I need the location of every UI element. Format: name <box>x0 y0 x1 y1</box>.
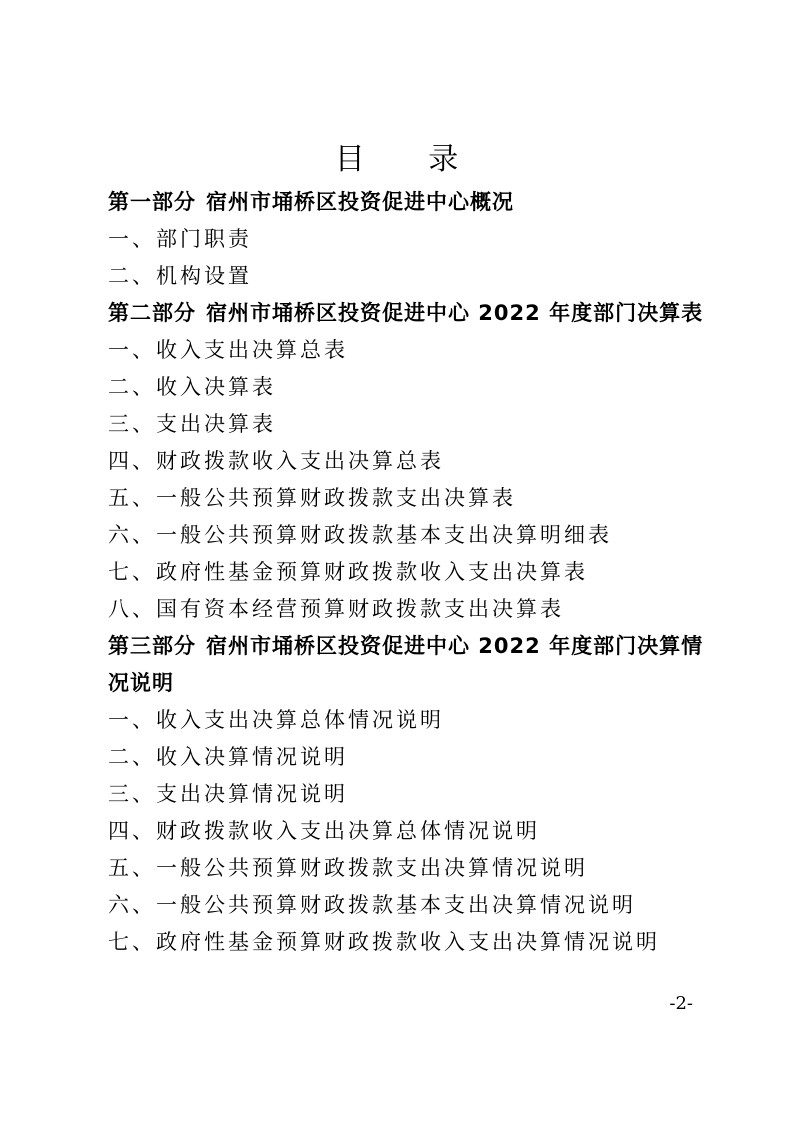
toc-item: 六、一般公共预算财政拨款基本支出决算明细表 <box>108 523 612 547</box>
page-title: 目 录 <box>334 142 486 177</box>
toc-item: 七、政府性基金预算财政拨款收入支出决算情况说明 <box>108 930 660 954</box>
toc-part-1-heading <box>108 184 708 221</box>
toc-item: 一、部门职责 <box>108 227 252 251</box>
toc-part-title: 宿州市埇桥区投资促进中心 2022 年度部门决算情况说明 <box>108 634 704 695</box>
toc-item: 六、一般公共预算财政拨款基本支出决算情况说明 <box>108 893 636 917</box>
toc-part-label: 第二部分 <box>108 301 196 325</box>
toc-item: 二、收入决算表 <box>108 375 276 399</box>
toc-item: 三、支出决算情况说明 <box>108 782 348 806</box>
table-of-contents <box>108 184 708 961</box>
toc-part-3-heading <box>108 628 708 702</box>
toc-item: 一、收入支出决算总表 <box>108 338 348 362</box>
toc-item: 一、收入支出决算总体情况说明 <box>108 708 444 732</box>
toc-item: 七、政府性基金预算财政拨款收入支出决算表 <box>108 560 588 584</box>
toc-part-label: 第一部分 <box>108 190 196 214</box>
toc-item: 五、一般公共预算财政拨款支出决算情况说明 <box>108 856 588 880</box>
toc-part-title: 宿州市埇桥区投资促进中心概况 <box>206 190 514 214</box>
toc-item: 四、财政拨款收入支出决算总体情况说明 <box>108 819 540 843</box>
toc-item: 三、支出决算表 <box>108 412 276 436</box>
toc-item: 五、一般公共预算财政拨款支出决算表 <box>108 486 516 510</box>
page-number: -2- <box>669 993 693 1014</box>
toc-item: 四、财政拨款收入支出决算总表 <box>108 449 444 473</box>
toc-part-title: 宿州市埇桥区投资促进中心 2022 年度部门决算表 <box>206 301 704 325</box>
toc-part-2-heading <box>108 295 708 332</box>
toc-part-label: 第三部分 <box>108 634 196 658</box>
toc-item: 二、机构设置 <box>108 264 252 288</box>
toc-item: 二、收入决算情况说明 <box>108 745 348 769</box>
toc-item: 八、国有资本经营预算财政拨款支出决算表 <box>108 597 564 621</box>
